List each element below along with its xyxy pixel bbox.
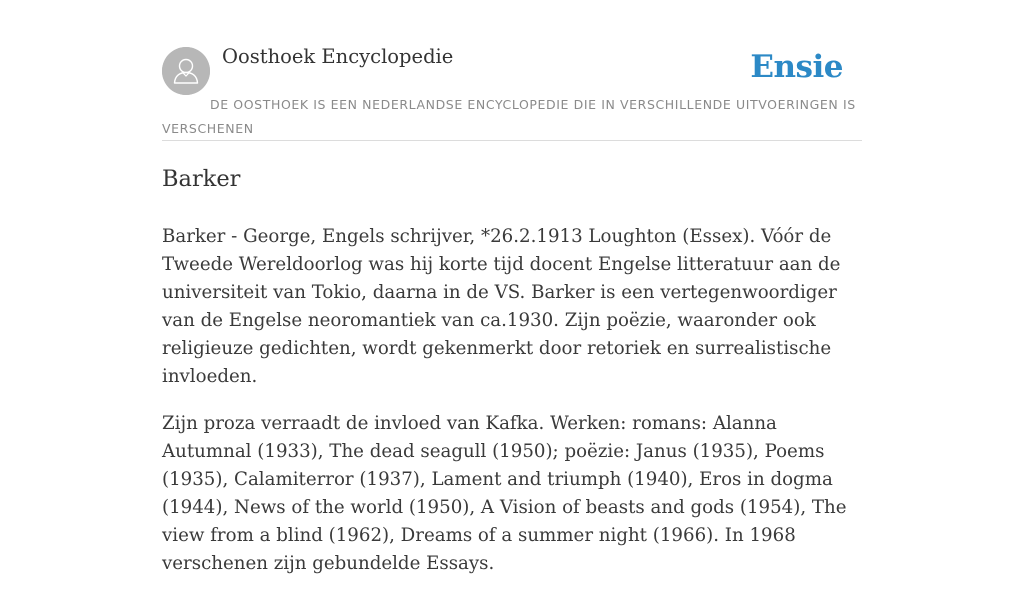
article-paragraph-2: Zijn proza verraadt de invloed van Kafka. Werken: romans: Alanna Autumnal (1933), The dead seagull (1950); poëzie: Janus (1935), Poems (1935), Calamiterror (1937), Lament and triumph (1940), Eros in dogma (1944), News of the world (1950), A Vision of beasts and gods (1954), The view from a blind (1962), Dreams of a summer night (1966). In 1968 verschenen zijn gebundelde Essays. bbox=[162, 413, 847, 574]
article bbox=[162, 162, 867, 597]
user-avatar-icon[interactable] bbox=[162, 47, 210, 95]
article-paragraph-1: Barker - George, Engels schrijver, *26.2.1913 Loughton (Essex). Vóór de Tweede Wereldoorlog was hij korte tijd docent Engelse litteratuur aan de universiteit van Tokio, daarna in de VS. Barker is een vertegenwoordiger van de Engelse neoromantiek van ca.1930. Zijn poëzie, waaronder ook religieuze gedichten, wordt gekenmerkt door retoriek en surrealistische invloeden. bbox=[162, 226, 841, 387]
article-title: Barker bbox=[162, 166, 241, 192]
source-name-link[interactable]: Oosthoek Encyclopedie bbox=[222, 45, 454, 68]
ensie-logo-link[interactable]: Ensie bbox=[750, 49, 843, 85]
source-description: DE OOSTHOEK IS EEN NEDERLANDSE ENCYCLOPEDIE DIE IN VERSCHILLENDE UITVOERINGEN IS VERSCHENEN bbox=[162, 97, 856, 136]
source-header bbox=[162, 44, 862, 141]
